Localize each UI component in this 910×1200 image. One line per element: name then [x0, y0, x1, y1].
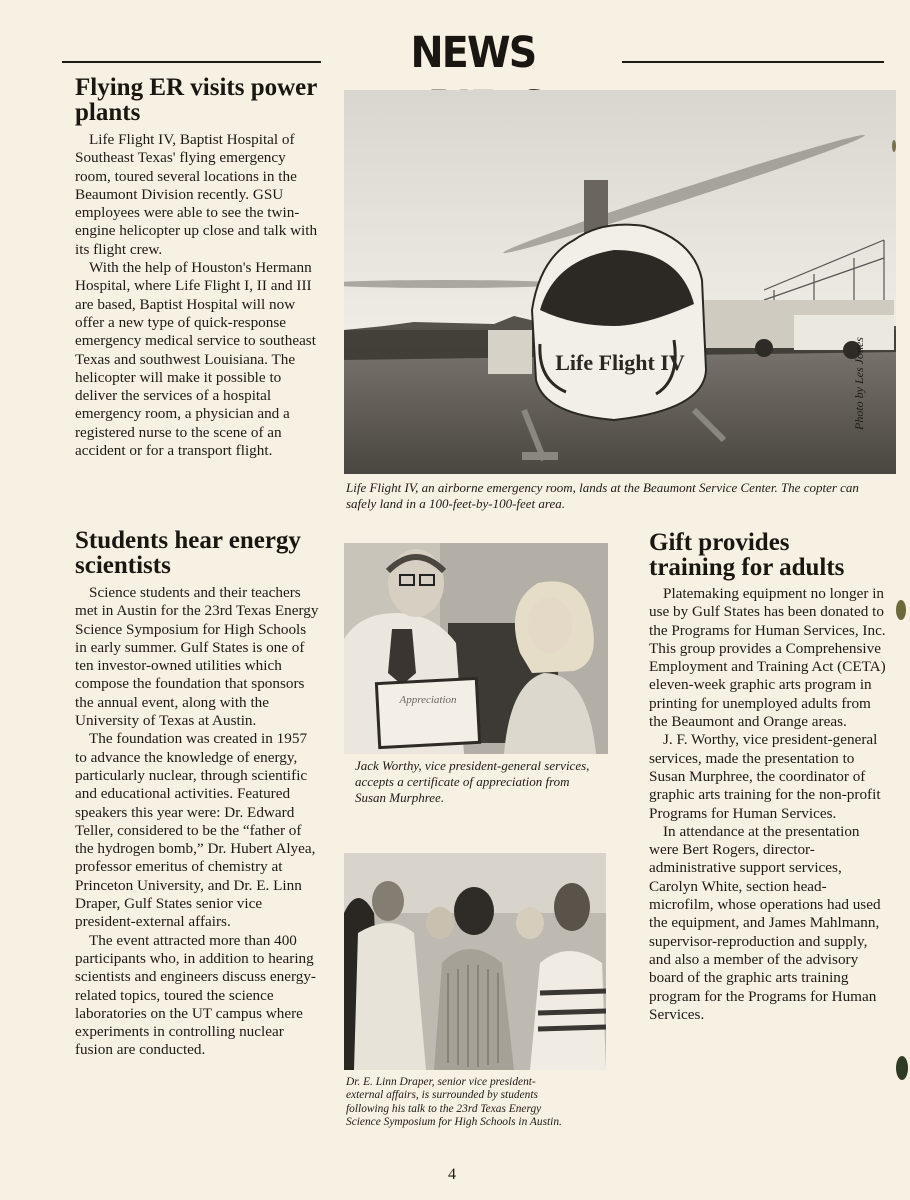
masthead-title: NEWS	[410, 28, 536, 78]
story1-body	[75, 131, 319, 460]
page-number: 4	[448, 1166, 456, 1183]
helicopter-caption: Life Flight IV, an airborne emergency room, lands at the Beaumont Service Center. The copter can safely land in a 100-feet-by-100-feet area.	[346, 480, 859, 511]
masthead-rule-right	[622, 61, 884, 63]
masthead-rule-left	[62, 61, 321, 63]
binder-hole	[896, 1056, 908, 1080]
binder-hole	[896, 600, 906, 620]
story3-body	[649, 585, 889, 1024]
students-caption: Dr. E. Linn Draper, senior vice president-external affairs, is surrounded by students following his talk to the 23rd Texas Energy Science Symposium for High Schools in Austin.	[346, 1076, 562, 1129]
story3-paragraph: J. F. Worthy, vice president-general services, made the presentation to Susan Murphree, the coordinator of graphic arts training for the non-profit Programs for Human Services.	[649, 731, 881, 822]
certificate-photo	[344, 543, 608, 754]
story3-paragraph: In attendance at the presentation were Bert Rogers, director-administrative support services, Carolyn White, section head-microfilm, whose operations had used the equipment, and James Mahlmann, supervisor-reproduction and supply, and also a member of the advisory board of the graphic arts training program for the Programs for Human Services.	[649, 822, 881, 1023]
story2-body	[75, 584, 319, 1060]
story3-paragraph: Platemaking equipment no longer in use by Gulf States has been donated to the Programs for Human Services, Inc. This group provides a Comprehensive Employment and Training Act (CETA) eleven-week graphic arts program in printing for unemployed adults from the Beaumont and Orange areas.	[649, 585, 886, 731]
certificate-text: Appreciation	[399, 694, 457, 706]
story2-paragraph: The event attracted more than 400 participants who, in addition to hearing scientists and engineers discuss energy-related topics, toured the science laboratories on the UT campus where experiments in controlling nuclear fusion are conducted.	[75, 931, 316, 1059]
story2-headline: Students hear energy scientists	[75, 527, 301, 579]
students-photo	[344, 853, 606, 1070]
photo-credit: Photo by Les Jones	[852, 337, 866, 430]
helicopter-label: Life Flight IV	[555, 350, 685, 375]
story1-headline: Flying ER visits power plants	[75, 74, 317, 126]
story1-paragraph: Life Flight IV, Baptist Hospital of Southeast Texas' flying emergency room, toured several locations in the Beaumont Division recently. GSU employees were able to see the twin-engine helicopter up close and talk with its flight crew.	[75, 131, 318, 258]
story3-headline: Gift provides training for adults	[649, 529, 845, 581]
binder-hole	[892, 140, 896, 152]
helicopter-photo	[344, 90, 896, 474]
story1-paragraph: With the help of Houston's Hermann Hospital, where Life Flight I, II and III are based, Baptist Hospital will now offer a new type of quick-response emergency medical service to southeast Texas and southwest Louisiana. The helicopter will make it possible to deliver the services of a hospital emergency room, a physician and a registered nurse to the scene of an accident or for a transport flight.	[75, 259, 316, 460]
certificate-caption: Jack Worthy, vice president-general services, accepts a certificate of appreciation from Susan Murphree.	[355, 758, 590, 805]
story2-paragraph: Science students and their teachers met in Austin for the 23rd Texas Energy Science Symposium for High Schools in early summer. Gulf States is one of ten investor-owned utilities which compose the foundation that sponsors the annual event, along with the University of Texas at Austin.	[75, 584, 319, 730]
story2-paragraph: The foundation was created in 1957 to advance the knowledge of energy, particularly nuclear, through scientific and educational activities. Featured speakers this year were: Dr. Edward Teller, considered to be the “father of the hydrogen bomb,” Dr. Hubert Alyea, professor emeritus of chemistry at Princeton University, and Dr. E. Linn Draper, Gulf States senior vice president-external affairs.	[75, 730, 316, 931]
